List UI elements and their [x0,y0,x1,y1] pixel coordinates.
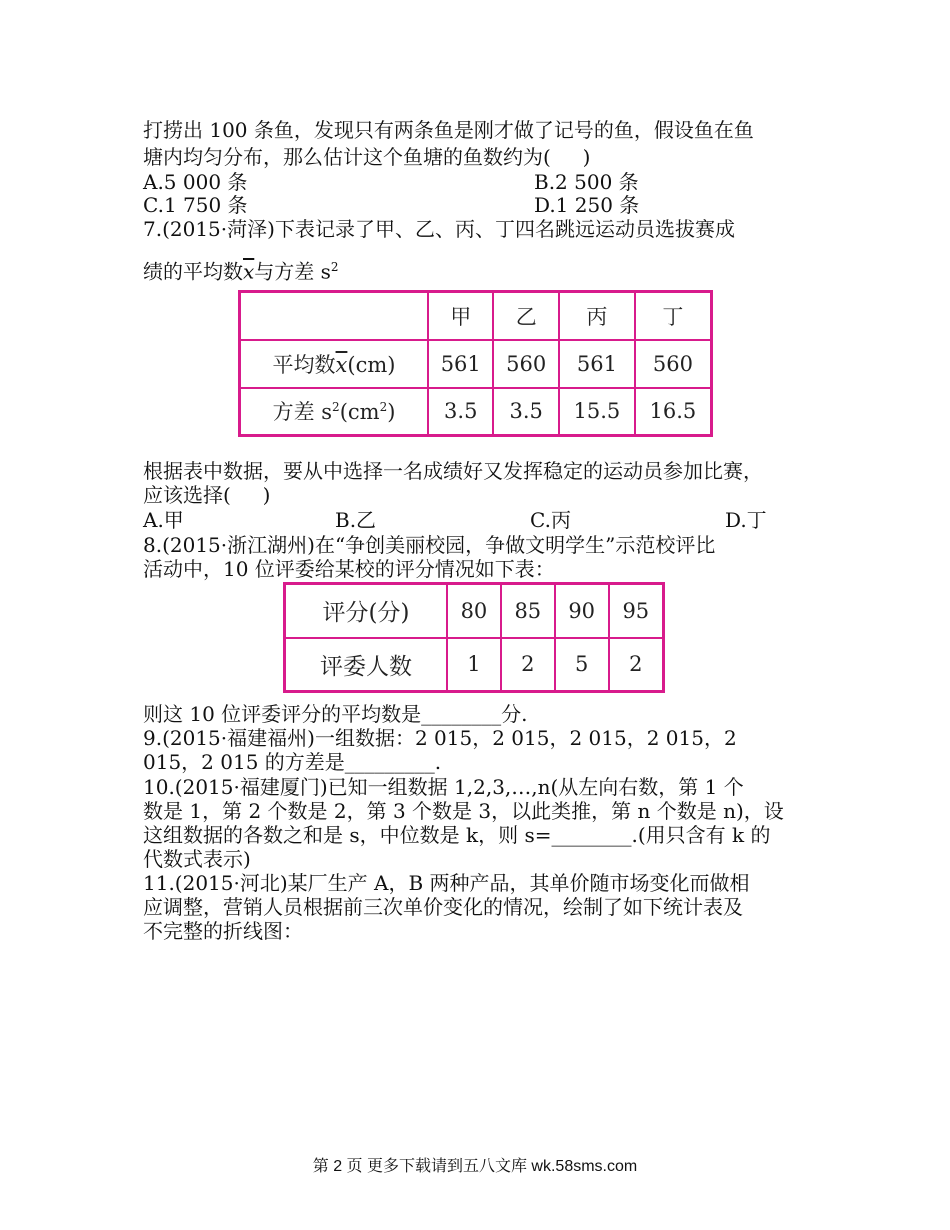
question-9-text: 015，2 015 的方差是_________. [143,750,442,774]
table-cell: 560 [493,340,558,388]
option-c: C.丙 [530,508,571,532]
question-11-text: 不完整的折线图： [143,919,303,943]
mean-symbol: $\overline{x}$ [243,259,255,284]
table-cell: 560 [635,340,712,388]
table-cell: 3.5 [493,388,558,436]
table-cell: 80 [447,584,501,638]
question-7-text: 根据表中数据，要从中选择一名成绩好又发挥稳定的运动员参加比赛， [143,459,763,483]
table-cell: 1 [447,638,501,692]
score-table [283,582,665,693]
table-cell: 5 [555,638,609,692]
table-corner-cell [240,292,429,340]
question-10-text: 10.(2015·福建厦门)已知一组数据 1,2,3,…,n(从左向右数，第 1 个 [143,775,744,799]
superscript: 2 [330,260,339,274]
option-c: C.1 750 条 [143,193,248,217]
superscript: 2 [332,400,340,415]
question-11-text: 应调整，营销人员根据前三次单价变化的情况，绘制了如下统计表及 [143,895,743,919]
question-9-text: 9.(2015·福建福州)一组数据：2 015，2 015，2 015，2 015，2 [143,726,737,750]
text-segment: 绩的平均数 [143,259,243,284]
table-cell: 16.5 [635,388,712,436]
table-header-cell: 丙 [559,292,635,340]
table-cell: 561 [559,340,635,388]
question-10-text: 数是 1，第 2 个数是 2，第 3 个数是 3，以此类推，第 n 个数是 n)，设 [143,799,784,823]
option-a: A.甲 [143,508,184,532]
question-8-text: 8.(2015·浙江湖州)在“争创美丽校园，争做文明学生”示范校评比 [143,533,716,557]
question-8-text: 活动中，10 位评委给某校的评分情况如下表： [143,557,555,581]
text-segment: 方差 s [272,400,333,425]
option-d: D.1 250 条 [534,193,640,217]
text-segment: 平均数 [272,352,336,377]
text-segment: (cm) [347,352,396,377]
table-header-cell: 甲 [428,292,493,340]
option-a: A.5 000 条 [143,170,248,194]
text-line: 塘内均匀分布，那么估计这个鱼塘的鱼数约为( ) [143,145,591,169]
text-line: 打捞出 100 条鱼，发现只有两条鱼是刚才做了记号的鱼，假设鱼在鱼 [143,118,754,142]
table-header-cell: 丁 [635,292,712,340]
text-segment: 与方差 s [254,259,331,284]
question-7-text [143,255,339,284]
question-10-text: 代数式表示) [143,847,251,871]
table-cell: 95 [609,584,664,638]
row-label-mean [240,340,429,388]
page-footer: 第 2 页 更多下载请到五八文库 wk.58sms.com [312,1158,638,1175]
table-cell: 15.5 [559,388,635,436]
table-cell: 2 [501,638,555,692]
question-7-text: 7.(2015·菏泽)下表记录了甲、乙、丙、丁四名跳远运动员选拔赛成 [143,217,735,241]
option-d: D.丁 [725,508,767,532]
table-cell: 2 [609,638,664,692]
table-cell: 561 [428,340,493,388]
table-cell: 85 [501,584,555,638]
table-header-cell: 乙 [493,292,558,340]
row-label-judges: 评委人数 [285,638,448,692]
table-cell: 3.5 [428,388,493,436]
text-segment: ) [387,400,396,425]
question-8-text: 则这 10 位评委评分的平均数是________分. [143,702,528,726]
row-label-variance [240,388,429,436]
table-cell: 90 [555,584,609,638]
question-10-text: 这组数据的各数之和是 s，中位数是 k，则 s=________.(用只含有 k 的 [143,823,771,847]
text-segment: (cm [339,400,380,425]
row-label-score: 评分(分) [285,584,448,638]
question-11-text: 11.(2015·河北)某厂生产 A，B 两种产品，其单价随市场变化而做相 [143,871,750,895]
athlete-table [238,290,713,437]
superscript: 2 [379,400,388,415]
mean-symbol: $\overline{x}$ [335,352,348,377]
option-b: B.乙 [335,508,377,532]
option-b: B.2 500 条 [534,170,639,194]
question-7-text: 应该选择( ) [143,483,271,507]
